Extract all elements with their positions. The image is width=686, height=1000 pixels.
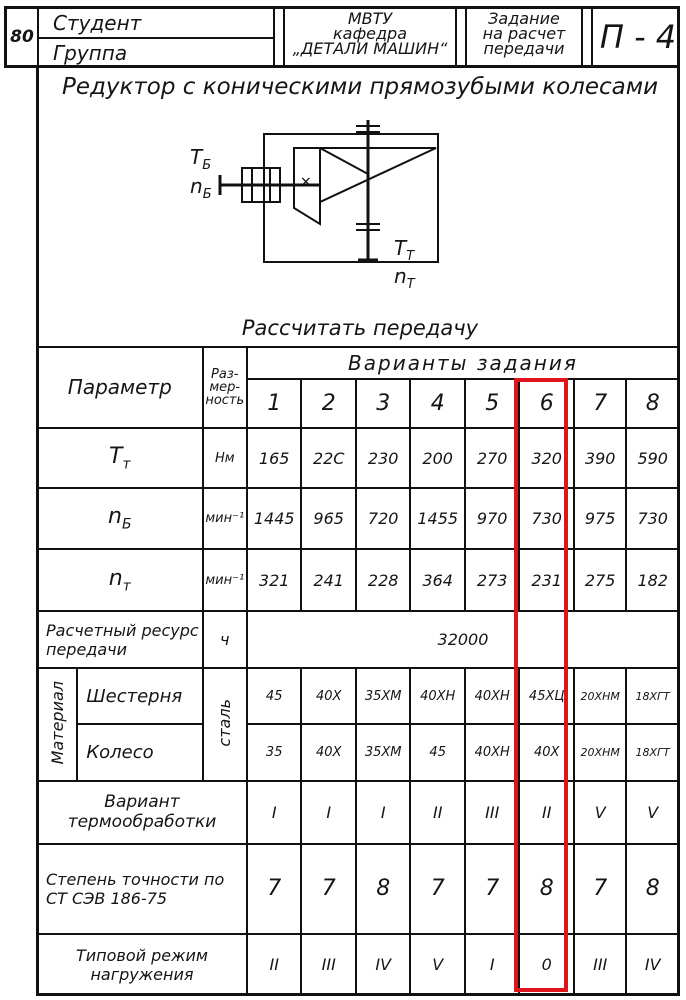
task-block bbox=[465, 9, 583, 65]
table-cell: 228 bbox=[356, 549, 411, 612]
table-cell: 40ХН bbox=[410, 668, 465, 725]
gear-mark: × bbox=[300, 174, 312, 190]
task-code: П - 4 bbox=[591, 9, 683, 65]
table-cell: 200 bbox=[410, 428, 465, 489]
table-cell: I bbox=[247, 781, 302, 844]
table-cell: 40Х bbox=[301, 668, 356, 725]
table-cell: 45 bbox=[247, 668, 302, 725]
table-cell: V bbox=[626, 781, 679, 844]
material-group-label: Материал bbox=[37, 668, 77, 781]
material-unit: сталь bbox=[203, 668, 247, 781]
task-line-3: передачи bbox=[483, 39, 565, 58]
table-cell: 320 bbox=[519, 428, 574, 489]
table-cell: 35ХМ bbox=[356, 668, 411, 725]
output-torque-label: $Т_Т$ bbox=[394, 236, 415, 264]
output-speed-label: $n_Т$ bbox=[394, 264, 415, 292]
param-header: Параметр bbox=[37, 347, 203, 428]
table-cell: 7 bbox=[410, 844, 465, 935]
table-row-heat-treatment bbox=[37, 781, 679, 844]
unit-header: Раз-мер-ность bbox=[203, 347, 247, 428]
param-resource: Расчетный ресурс передачи bbox=[37, 611, 203, 668]
table-cell: 241 bbox=[301, 549, 356, 612]
param-accuracy: Степень точности по СТ СЭВ 186-75 bbox=[37, 844, 247, 935]
param-input-speed: $n_Б$ bbox=[37, 488, 203, 549]
reducer-title: Редуктор с коническими прямозубыми колесами bbox=[61, 74, 659, 100]
table-cell: 18ХГТ bbox=[626, 724, 679, 781]
table-cell: 590 bbox=[626, 428, 679, 489]
table-cell: 720 bbox=[356, 488, 411, 549]
table-cell: 7 bbox=[301, 844, 356, 935]
table-cell: 970 bbox=[465, 488, 520, 549]
variant-number: 6 bbox=[519, 379, 574, 427]
unit-nm: Нм bbox=[203, 428, 247, 489]
table-row-resource bbox=[37, 611, 679, 668]
student-label: Студент bbox=[39, 9, 273, 39]
table-cell: 35 bbox=[247, 724, 302, 781]
table-cell: 364 bbox=[410, 549, 465, 612]
table-cell: V bbox=[574, 781, 626, 844]
variant-number: 7 bbox=[574, 379, 626, 427]
table-cell: 1445 bbox=[247, 488, 302, 549]
table-cell: 390 bbox=[574, 428, 626, 489]
variant-number: 1 bbox=[247, 379, 302, 427]
variant-number: 4 bbox=[410, 379, 465, 427]
table-cell: I bbox=[356, 781, 411, 844]
institute-line-2: кафедра bbox=[332, 24, 407, 43]
table-cell: 8 bbox=[356, 844, 411, 935]
bevel-wheel bbox=[320, 148, 436, 202]
table-cell: 20ХНМ bbox=[574, 668, 626, 725]
table-cell: 7 bbox=[574, 844, 626, 935]
unit-rpm: мин⁻¹ bbox=[203, 488, 247, 549]
table-cell: 230 bbox=[356, 428, 411, 489]
institute-line-1: МВТУ bbox=[347, 9, 393, 28]
unit-hours: ч bbox=[203, 611, 247, 668]
table-row-input-speed bbox=[37, 488, 679, 549]
table-cell: 7 bbox=[247, 844, 302, 935]
pitch-line bbox=[320, 148, 368, 174]
table-cell: 1455 bbox=[410, 488, 465, 549]
table-cell: 270 bbox=[465, 428, 520, 489]
table-row-load-mode bbox=[37, 934, 679, 995]
table-cell: 273 bbox=[465, 549, 520, 612]
variants-table bbox=[36, 346, 680, 996]
param-output-torque: $Т_т$ bbox=[37, 428, 203, 489]
table-cell: II bbox=[247, 934, 302, 995]
task-line-2: на расчет bbox=[482, 24, 566, 43]
table-cell: II bbox=[519, 781, 574, 844]
table-cell: 45ХЦ bbox=[519, 668, 574, 725]
table-cell: 20ХНМ bbox=[574, 724, 626, 781]
table-cell: 182 bbox=[626, 549, 679, 612]
table-cell: 40Х bbox=[301, 724, 356, 781]
table-cell: III bbox=[574, 934, 626, 995]
table-cell: 165 bbox=[247, 428, 302, 489]
table-cell: 18ХГТ bbox=[626, 668, 679, 725]
table-cell: 321 bbox=[247, 549, 302, 612]
sheet-header bbox=[4, 6, 680, 68]
variant-number: 2 bbox=[301, 379, 356, 427]
table-cell: IV bbox=[356, 934, 411, 995]
table-cell: 35ХМ bbox=[356, 724, 411, 781]
table-row-output-speed bbox=[37, 549, 679, 612]
table-cell: 231 bbox=[519, 549, 574, 612]
table-row-wheel-material bbox=[37, 724, 679, 781]
table-cell: III bbox=[465, 781, 520, 844]
table-cell: 22С bbox=[301, 428, 356, 489]
param-load-mode: Типовой режим нагружения bbox=[37, 934, 247, 995]
input-torque-label: $Т_Б$ bbox=[190, 145, 212, 173]
table-cell: I bbox=[465, 934, 520, 995]
institute-line-3: „ДЕТАЛИ МАШИН“ bbox=[292, 39, 448, 58]
table-cell: 275 bbox=[574, 549, 626, 612]
table-cell: IV bbox=[626, 934, 679, 995]
table-cell: 730 bbox=[626, 488, 679, 549]
table-cell: 975 bbox=[574, 488, 626, 549]
table-cell: II bbox=[410, 781, 465, 844]
param-output-speed: $n_т$ bbox=[37, 549, 203, 612]
calc-title: Рассчитать передачу bbox=[241, 316, 479, 340]
table-cell: 965 bbox=[301, 488, 356, 549]
institute-block bbox=[283, 9, 457, 65]
sheet-number: 80 bbox=[7, 9, 39, 65]
variants-header: Варианты задания bbox=[247, 347, 679, 379]
table-row-output-torque bbox=[37, 428, 679, 489]
variant-number: 8 bbox=[626, 379, 679, 427]
table-row-accuracy bbox=[37, 844, 679, 935]
task-line-1: Задание bbox=[488, 9, 560, 28]
table-cell: 8 bbox=[519, 844, 574, 935]
input-speed-label: $n_Б$ bbox=[190, 174, 212, 202]
variant-number: 5 bbox=[465, 379, 520, 427]
table-cell: 0 bbox=[519, 934, 574, 995]
resource-value: 32000 bbox=[247, 611, 679, 668]
table-cell: 8 bbox=[626, 844, 679, 935]
param-heat-treatment: Вариант термообработки bbox=[37, 781, 247, 844]
table-cell: I bbox=[301, 781, 356, 844]
table-cell: 7 bbox=[465, 844, 520, 935]
table-cell: V bbox=[410, 934, 465, 995]
table-cell: 730 bbox=[519, 488, 574, 549]
table-cell: 40Х bbox=[519, 724, 574, 781]
student-block bbox=[39, 9, 275, 65]
table-cell: 45 bbox=[410, 724, 465, 781]
variant-number: 3 bbox=[356, 379, 411, 427]
table-cell: 40ХН bbox=[465, 668, 520, 725]
table-cell: 40ХН bbox=[465, 724, 520, 781]
group-label: Группа bbox=[53, 41, 128, 65]
table-row-pinion-material bbox=[37, 668, 679, 725]
param-wheel: Колесо bbox=[77, 724, 202, 781]
param-pinion: Шестерня bbox=[77, 668, 202, 725]
table-cell: III bbox=[301, 934, 356, 995]
unit-rpm: мин⁻¹ bbox=[203, 549, 247, 612]
variant-6-highlight bbox=[514, 378, 568, 992]
